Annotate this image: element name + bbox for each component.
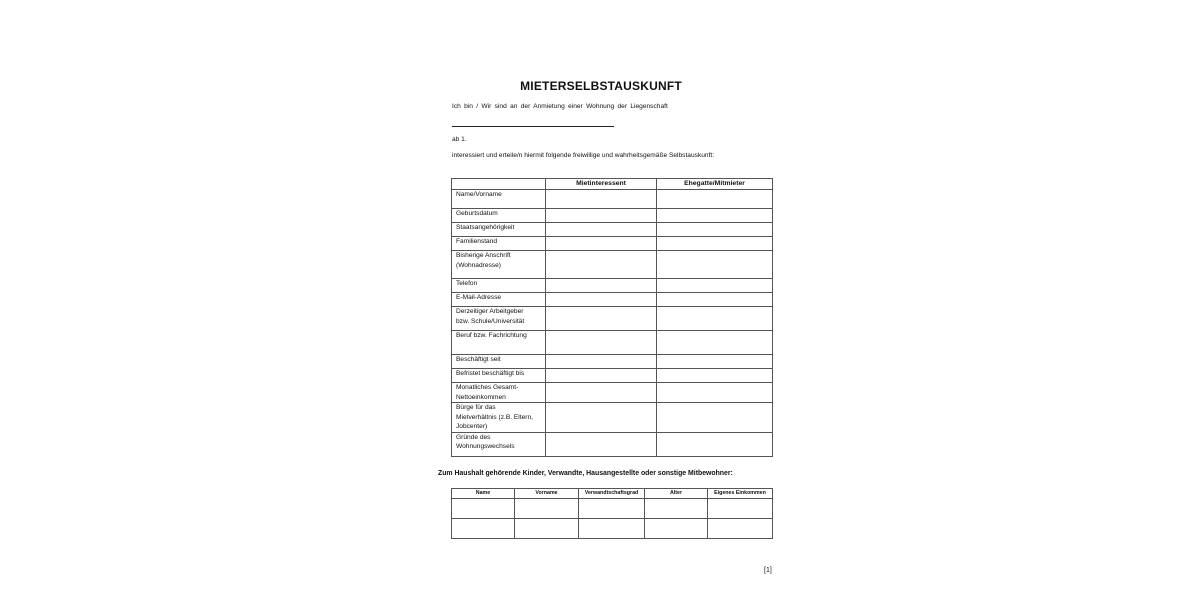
applicant-field[interactable] xyxy=(546,190,657,209)
applicant-table-header xyxy=(452,179,773,190)
co-tenant-field[interactable] xyxy=(657,355,773,369)
household-field[interactable] xyxy=(708,519,773,539)
table-row xyxy=(452,383,773,403)
row-label-line: Jobcenter) xyxy=(456,423,488,430)
co-tenant-field[interactable] xyxy=(657,237,773,251)
table-row xyxy=(452,223,773,237)
declaration-text: interessiert und erteile/n hiermit folgende freiwillige und wahrheitsgemäße Selbstauskunft: xyxy=(452,152,715,159)
household-header-cell: Verwandtschaftsgrad xyxy=(579,489,645,499)
row-label xyxy=(452,293,546,307)
household-field[interactable] xyxy=(452,499,515,519)
row-label xyxy=(452,383,546,403)
row-label xyxy=(452,209,546,223)
applicant-field[interactable] xyxy=(546,383,657,403)
co-tenant-field[interactable] xyxy=(657,279,773,293)
household-header-cell: Name xyxy=(452,489,515,499)
household-field[interactable] xyxy=(452,519,515,539)
household-table-header xyxy=(452,489,773,499)
household-field[interactable] xyxy=(515,499,579,519)
table-row xyxy=(452,307,773,331)
applicant-field[interactable] xyxy=(546,403,657,433)
row-label xyxy=(452,223,546,237)
row-label xyxy=(452,331,546,355)
table-row xyxy=(452,209,773,223)
household-field[interactable] xyxy=(645,519,708,539)
intro-text: Ich bin / Wir sind an der Anmietung einer Wohnung der Liegenschaft xyxy=(452,103,668,110)
table-row xyxy=(452,355,773,369)
household-field[interactable] xyxy=(579,499,645,519)
applicant-field[interactable] xyxy=(546,355,657,369)
header-cell-applicant: Mietinteressent xyxy=(546,179,657,190)
co-tenant-field[interactable] xyxy=(657,369,773,383)
household-field[interactable] xyxy=(708,499,773,519)
row-label-line: E-Mail-Adresse xyxy=(456,294,502,301)
table-row xyxy=(452,190,773,209)
header-cell-label xyxy=(452,179,546,190)
row-label-line: Bürge für das xyxy=(456,404,496,411)
row-label-line: Nettoeinkommen xyxy=(456,393,506,401)
co-tenant-field[interactable] xyxy=(657,403,773,433)
co-tenant-field[interactable] xyxy=(657,251,773,279)
row-label xyxy=(452,355,546,369)
household-header-cell: Eigenes Einkommen xyxy=(708,489,773,499)
row-label-line: (Wohnadresse) xyxy=(456,261,501,269)
row-label xyxy=(452,190,546,209)
applicant-field[interactable] xyxy=(546,279,657,293)
table-row xyxy=(452,432,773,456)
row-label xyxy=(452,251,546,279)
applicant-field[interactable] xyxy=(546,209,657,223)
household-field[interactable] xyxy=(515,519,579,539)
header-cell-co-tenant: Ehegatte/Mitmieter xyxy=(657,179,773,190)
applicant-field[interactable] xyxy=(546,307,657,331)
household-table xyxy=(451,488,773,539)
row-label-line: Beruf bzw. Fachrichtung xyxy=(456,332,527,339)
co-tenant-field[interactable] xyxy=(657,209,773,223)
table-row xyxy=(452,403,773,433)
page-number: [1] xyxy=(764,567,772,574)
co-tenant-field[interactable] xyxy=(657,293,773,307)
household-heading: Zum Haushalt gehörende Kinder, Verwandte, Hausangestellte oder sonstige Mitbewohner: xyxy=(438,470,733,477)
start-date-label: ab 1. xyxy=(452,136,467,143)
row-label-line: Familienstand xyxy=(456,238,498,245)
document-title: MIETERSELBSTAUSKUNFT xyxy=(520,79,682,93)
row-label-line: Derzeitiger Arbeitgeber xyxy=(456,308,524,315)
household-field[interactable] xyxy=(579,519,645,539)
applicant-field[interactable] xyxy=(546,331,657,355)
row-label-line: Staatsangehörigkeit xyxy=(456,224,515,231)
table-row xyxy=(452,279,773,293)
row-label-line: bzw. Schule/Universität xyxy=(456,317,525,325)
co-tenant-field[interactable] xyxy=(657,190,773,209)
applicant-field[interactable] xyxy=(546,369,657,383)
applicant-field[interactable] xyxy=(546,223,657,237)
row-label-line: Bisherige Anschrift xyxy=(456,252,511,259)
row-label-line: Mietverhältnis (z.B. Eltern, xyxy=(456,413,533,421)
row-label xyxy=(452,237,546,251)
co-tenant-field[interactable] xyxy=(657,331,773,355)
row-label-line: Wohnungswechsels xyxy=(456,443,515,450)
co-tenant-field[interactable] xyxy=(657,223,773,237)
row-label xyxy=(452,403,546,433)
row-label xyxy=(452,432,546,456)
table-row xyxy=(452,519,773,539)
row-label xyxy=(452,369,546,383)
row-label-line: Monatliches Gesamt- xyxy=(456,384,519,391)
household-header-cell: Alter xyxy=(645,489,708,499)
table-row xyxy=(452,293,773,307)
row-label xyxy=(452,307,546,331)
household-field[interactable] xyxy=(645,499,708,519)
row-label-line: Telefon xyxy=(456,280,478,287)
household-header-cell: Vorname xyxy=(515,489,579,499)
table-row xyxy=(452,499,773,519)
property-blank-line xyxy=(452,126,614,127)
co-tenant-field[interactable] xyxy=(657,383,773,403)
applicant-field[interactable] xyxy=(546,293,657,307)
co-tenant-field[interactable] xyxy=(657,307,773,331)
applicant-field[interactable] xyxy=(546,432,657,456)
table-row xyxy=(452,237,773,251)
table-row xyxy=(452,251,773,279)
table-row xyxy=(452,331,773,355)
row-label-line: Name/Vorname xyxy=(456,191,502,198)
row-label-line: Geburtsdatum xyxy=(456,210,498,217)
applicant-table xyxy=(451,178,773,457)
row-label-line: Gründe des xyxy=(456,433,491,441)
row-label-line: Beschäftigt seit xyxy=(456,356,501,363)
applicant-field[interactable] xyxy=(546,237,657,251)
table-row xyxy=(452,369,773,383)
row-label-line: Befristet beschäftigt bis xyxy=(456,370,525,377)
applicant-field[interactable] xyxy=(546,251,657,279)
row-label xyxy=(452,279,546,293)
co-tenant-field[interactable] xyxy=(657,432,773,456)
